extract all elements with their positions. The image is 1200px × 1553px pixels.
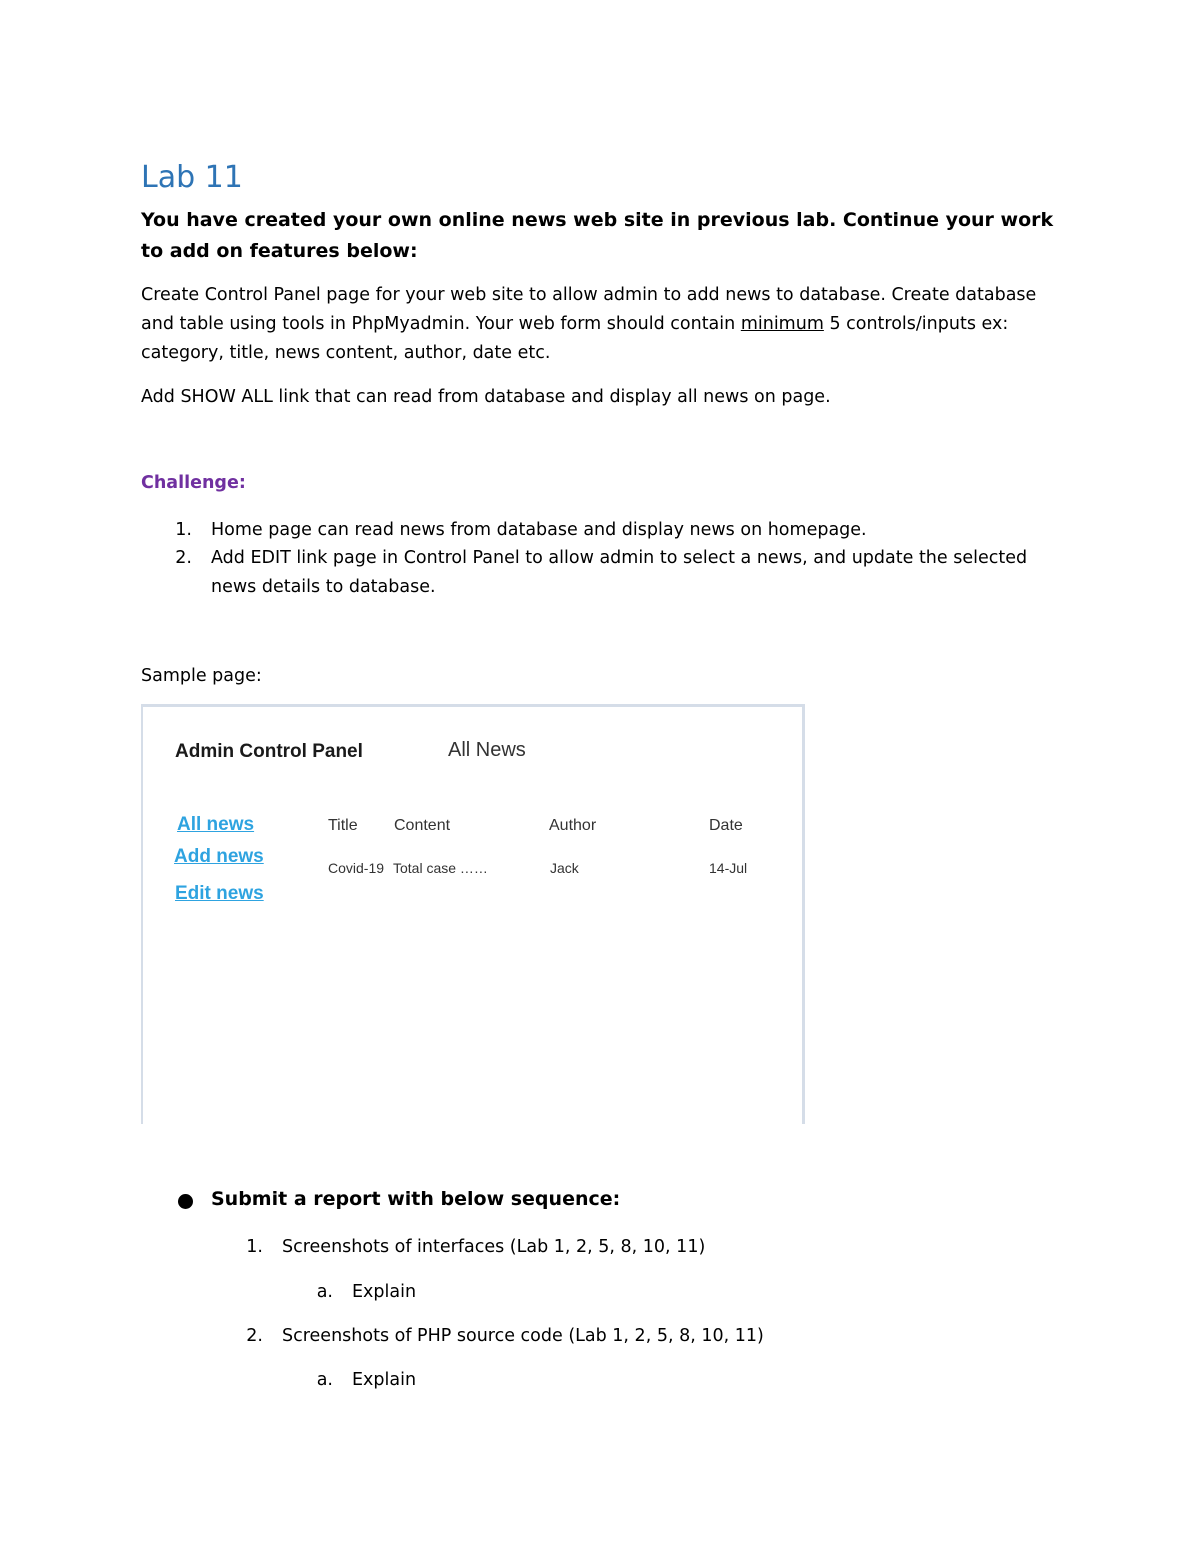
nav-link-edit-news[interactable]: Edit news bbox=[175, 883, 264, 904]
panel-heading: Admin Control Panel bbox=[175, 741, 363, 762]
table-cell-author: Jack bbox=[550, 860, 579, 876]
list-text: Home page can read news from database and display news on homepage. bbox=[211, 520, 867, 540]
paragraph-show-all: Add SHOW ALL link that can read from database and display all news on page. bbox=[141, 387, 831, 407]
table-cell-content: Total case …… bbox=[393, 860, 488, 876]
challenge-item-1 bbox=[162, 516, 1062, 545]
list-text: Screenshots of interfaces (Lab 1, 2, 5, 8, 10, 11) bbox=[282, 1237, 706, 1257]
submit-subitem-1a bbox=[303, 1278, 603, 1307]
list-text: Explain bbox=[352, 1370, 417, 1390]
submit-item-2 bbox=[233, 1322, 933, 1351]
column-header-title: Title bbox=[328, 817, 358, 834]
panel-page-title: All News bbox=[448, 739, 526, 761]
paragraph-text: Create Control Panel page for your web site to allow admin to add news to database. Create database and table using tools in PhpMyadmin. Your web form should contain bbox=[141, 285, 1037, 334]
paragraph-text-end: 5 controls/inputs ex: category, title, news content, author, date etc. bbox=[141, 314, 1009, 363]
bullet-icon bbox=[178, 1194, 193, 1209]
document-title: Lab 11 bbox=[141, 160, 243, 195]
submit-heading: Submit a report with below sequence: bbox=[211, 1188, 621, 1210]
column-header-author: Author bbox=[549, 817, 597, 834]
sample-label: Sample page: bbox=[141, 666, 262, 686]
list-number: 1. bbox=[246, 1237, 263, 1257]
submit-item-1 bbox=[233, 1233, 933, 1262]
sample-page-panel bbox=[141, 704, 805, 1124]
table-cell-date: 14-Jul bbox=[709, 860, 748, 876]
challenge-label: Challenge: bbox=[141, 473, 246, 493]
list-letter: a. bbox=[316, 1282, 333, 1302]
list-text: Add EDIT link page in Control Panel to allow admin to select a news, and update the selected news details to database. bbox=[211, 548, 1028, 597]
list-letter: a. bbox=[316, 1370, 333, 1390]
table-cell-title: Covid-19 bbox=[328, 860, 385, 876]
list-text: Explain bbox=[352, 1282, 417, 1302]
list-number: 1. bbox=[175, 520, 192, 540]
nav-link-add-news[interactable]: Add news bbox=[174, 846, 264, 867]
nav-link-all-news[interactable]: All news bbox=[177, 814, 255, 835]
underlined-word: minimum bbox=[740, 314, 824, 334]
intro-heading: You have created your own online news web site in previous lab. Continue your work to add on features below: bbox=[141, 209, 1054, 262]
submit-subitem-2a bbox=[303, 1366, 603, 1395]
list-text: Screenshots of PHP source code (Lab 1, 2, 5, 8, 10, 11) bbox=[282, 1326, 764, 1346]
paragraph-control-panel bbox=[141, 281, 1061, 368]
list-number: 2. bbox=[175, 548, 192, 568]
list-number: 2. bbox=[246, 1326, 263, 1346]
challenge-item-2 bbox=[162, 544, 1062, 602]
column-header-date: Date bbox=[709, 817, 743, 834]
column-header-content: Content bbox=[394, 817, 451, 834]
